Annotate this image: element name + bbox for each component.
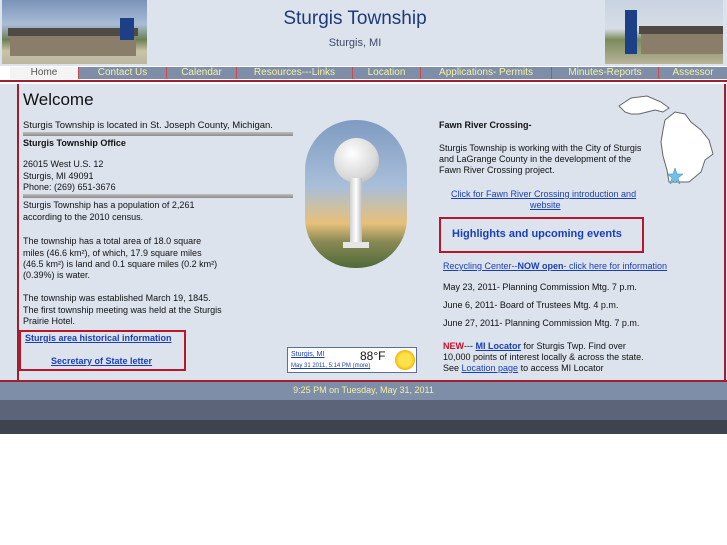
new-badge: NEW [443, 341, 464, 351]
nav-resources-links[interactable]: Resources---Links [236, 67, 352, 79]
footer-band [0, 400, 727, 420]
locator-text: See Location page to access MI Locator [443, 363, 604, 373]
fawn-river-text: Sturgis Township is working with the City of Sturgis [439, 143, 642, 153]
site-subtitle: Sturgis, MI [328, 37, 382, 49]
nav-contact-us[interactable]: Contact Us [78, 67, 166, 79]
fawn-river-text: and LaGrange County in the development of the [439, 154, 632, 164]
main-nav [0, 66, 727, 80]
locator-text: 10,000 points of interest locally & across the state. [443, 352, 644, 362]
michigan-map-icon [617, 88, 715, 186]
page-heading: Welcome [23, 90, 94, 109]
township-sign-photo [605, 0, 723, 64]
established-text: The township was established March 19, 1845. [23, 293, 211, 303]
established-text: Prairie Hotel. [23, 316, 76, 326]
fawn-river-text: Fawn River Crossing project. [439, 165, 555, 175]
site-title: Sturgis Township [283, 8, 427, 29]
nav-minutes-reports[interactable]: Minutes-Reports [551, 67, 658, 79]
population-text: Sturgis Township has a population of 2,261 [23, 200, 195, 210]
established-text: The first township meeting was held at the Sturgis [23, 305, 222, 315]
event-item: June 27, 2011- Planning Commission Mtg. 7 p.m. [443, 318, 640, 328]
sun-icon [395, 350, 415, 370]
water-tower-photo [305, 120, 407, 268]
population-text: according to the 2010 census. [23, 212, 144, 222]
area-text: (46.5 km²) is land and 0.1 square miles (0.2 km²) [23, 259, 218, 269]
weather-city-link[interactable]: Sturgis, MI [291, 351, 325, 358]
nav-location[interactable]: Location [352, 67, 420, 79]
weather-widget[interactable] [287, 347, 417, 373]
fawn-river-website-link[interactable]: website [530, 200, 561, 210]
sos-letter-link[interactable]: Secretary of State letter [51, 356, 153, 366]
event-item: June 6, 2011- Board of Trustees Mtg. 4 p.m. [443, 300, 619, 310]
office-phone: Phone: (269) 651-3676 [23, 182, 116, 192]
nav-divider [0, 80, 727, 82]
locator-text: NEW--- MI Locator for Sturgis Twp. Find over [443, 341, 626, 351]
location-page-link[interactable]: Location page [461, 363, 519, 373]
footer-datetime: 9:25 PM on Tuesday, May 31, 2011 [293, 385, 434, 395]
office-title: Sturgis Township Office [23, 138, 126, 148]
nav-applications-permits[interactable]: Applications- Permits [420, 67, 551, 79]
footer-band-dark [0, 420, 727, 434]
divider [23, 194, 293, 198]
history-link[interactable]: Sturgis area historical information [25, 333, 172, 343]
office-address-line1: 26015 West U.S. 12 [23, 159, 104, 169]
area-text: The township has a total area of 18.0 square [23, 236, 202, 246]
area-text: (0.39%) is water. [23, 270, 91, 280]
divider [23, 132, 293, 136]
mi-locator-link[interactable]: MI Locator [475, 341, 522, 351]
site-header [0, 0, 727, 66]
office-address-line2: Sturgis, MI 49091 [23, 171, 94, 181]
intro-text: Sturgis Township is located in St. Joseph County, Michigan. [23, 120, 273, 131]
highlights-heading: Highlights and upcoming events [452, 228, 622, 240]
weather-temperature: 88°F [360, 349, 386, 363]
weather-updated-link[interactable]: May 31 2011, 5:14 PM (more) [291, 363, 371, 369]
nav-assessor[interactable]: Assessor [658, 67, 727, 79]
recycling-link[interactable]: Recycling Center--NOW open- click here for information [443, 261, 668, 271]
event-item: May 23, 2011- Planning Commission Mtg. 7 p.m. [443, 282, 637, 292]
fawn-river-link[interactable]: Click for Fawn River Crossing introduction and [451, 189, 637, 199]
nav-home[interactable]: Home [10, 67, 78, 79]
fawn-river-title: Fawn River Crossing- [439, 120, 532, 130]
nav-calendar[interactable]: Calendar [166, 67, 236, 79]
area-text: miles (46.6 km²), of which, 17.9 square miles [23, 248, 202, 258]
